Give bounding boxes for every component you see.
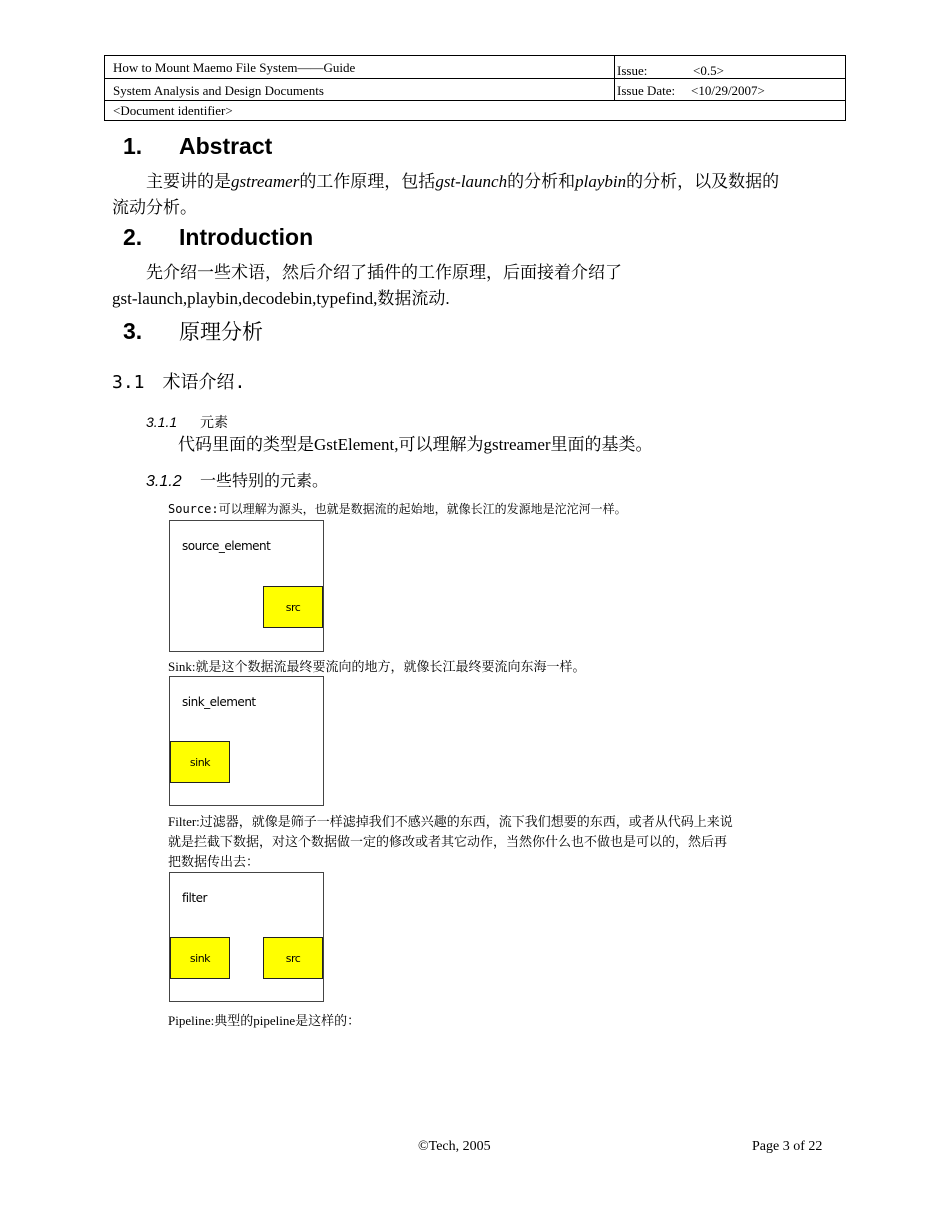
text-line: 就是拦截下数据，对这个数据做一定的修改或者其它动作，当然你什么也不做也是可以的，然后再 <box>168 834 728 849</box>
filter-description <box>168 812 733 872</box>
heading-abstract <box>123 133 272 160</box>
diagram-title: filter <box>182 891 207 905</box>
element-description: 代码里面的类型是GstElement,可以理解为gstreamer里面的基类。 <box>178 435 653 454</box>
text-run: 的分析，以及数据的 <box>626 172 780 191</box>
source-element-diagram <box>169 520 324 652</box>
heading-text: 元素 <box>200 415 228 431</box>
introduction-paragraph <box>112 260 852 312</box>
text-line: 先介绍一些术语，然后介绍了插件的工作原理，后面接着介绍了 <box>146 263 622 282</box>
text-run: 流动分析。 <box>112 198 197 217</box>
text-line: gst-launch,playbin,decodebin,typefind,数据流动. <box>112 289 450 308</box>
term-gstreamer: gstreamer <box>231 172 300 191</box>
issue-date-label: Issue Date: <box>617 83 676 98</box>
diagram-title: sink_element <box>182 695 256 709</box>
header-row-2 <box>105 79 845 101</box>
issue-date-value: <10/29/2007> <box>691 83 765 98</box>
sink-description: Sink:就是这个数据流最终要流向的地方，就像长江最终要流向东海一样。 <box>168 659 586 674</box>
text-line: Filter:过滤器，就像是筛子一样滤掉我们不感兴趣的东西，流下我们想要的东西，或者从代码上来说 <box>168 814 733 829</box>
heading-number: 2. <box>123 224 143 250</box>
heading-text: Abstract <box>179 133 273 159</box>
term-gst-launch: gst-launch <box>435 172 508 191</box>
heading-text: Introduction <box>179 224 314 250</box>
issue-value: <0.5> <box>693 63 724 78</box>
term-playbin: playbin <box>575 172 627 191</box>
header-subtitle: System Analysis and Design Documents <box>113 83 324 98</box>
header-divider <box>614 56 615 100</box>
footer-page-number: Page 3 of 22 <box>752 1139 823 1154</box>
heading-text: 原理分析 <box>179 320 263 344</box>
filter-element-diagram <box>169 872 324 1002</box>
heading-number: 1. <box>123 133 143 159</box>
text-run: 的分析和 <box>507 172 576 191</box>
footer-copyright: ©Tech, 2005 <box>418 1139 491 1154</box>
heading-number: 3.1.2 <box>146 473 182 490</box>
text-run: 的工作原理，包括 <box>299 172 436 191</box>
abstract-paragraph <box>112 169 852 221</box>
header-row-1 <box>105 56 845 79</box>
sink-pad: sink <box>170 741 230 783</box>
pipeline-description: Pipeline:典型的pipeline是这样的： <box>168 1013 361 1028</box>
text-run: 主要讲的是 <box>146 172 231 191</box>
src-pad: src <box>263 586 323 628</box>
heading-3-1-1 <box>146 412 228 432</box>
heading-principle-analysis <box>123 316 263 346</box>
sink-element-diagram <box>169 676 324 806</box>
diagram-title: source_element <box>182 539 271 553</box>
heading-number: 3. <box>123 318 143 344</box>
src-pad: src <box>263 937 323 979</box>
issue-label: Issue: <box>617 63 648 78</box>
header-title: How to Mount Maemo File System——Guide <box>113 60 356 75</box>
heading-introduction <box>123 224 313 251</box>
heading-number: 3.1.1 <box>146 414 178 430</box>
heading-3-1-2 <box>146 468 328 491</box>
document-identifier: <Document identifier> <box>113 103 233 118</box>
heading-3-1: 3.1 术语介绍. <box>112 372 246 393</box>
heading-text: 一些特别的元素。 <box>200 471 329 490</box>
sink-pad: sink <box>170 937 230 979</box>
header-table <box>104 55 846 121</box>
source-description: Source:可以理解为源头，也就是数据流的起始地，就像长江的发源地是沱沱河一样。 <box>168 502 627 516</box>
text-line: 把数据传出去： <box>168 854 260 869</box>
